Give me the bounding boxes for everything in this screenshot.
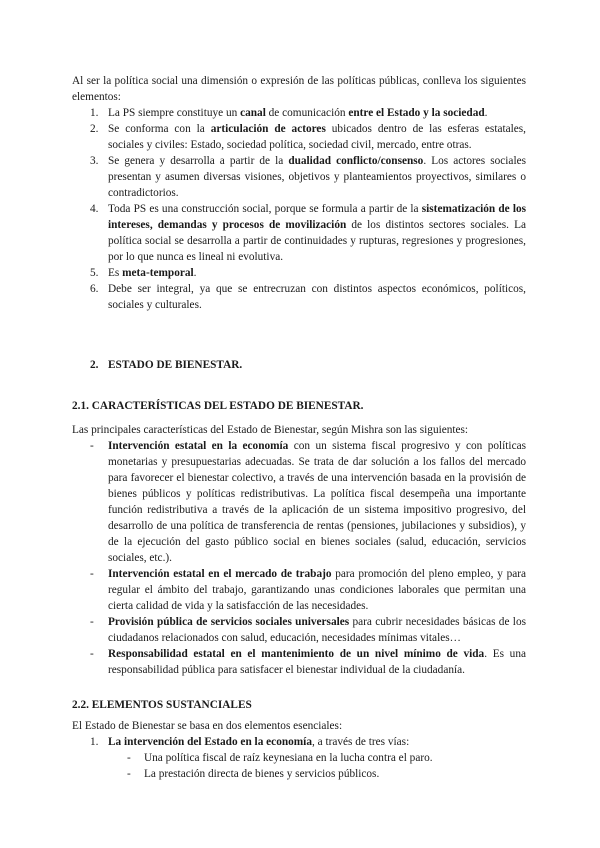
section-intro: Las principales características del Estado de Bienestar, según Mishra son las siguientes: xyxy=(72,424,469,436)
list-item: - Intervención estatal en el mercado de trabajo para promoción del pleno empleo, y para regular el ámbito del trabajo, garantizando unas condiciones laborales que permitan una cierta calidad de vida y la satisfacción de las necesidades. xyxy=(90,568,527,612)
list-item: 4. Toda PS es una construcción social, porque se formula a partir de la sistematización de los intereses, demandas y procesos de movilización de los distintos sectores sociales. La política social se desarrolla a partir de continuidades y rupturas, regresiones y progresiones, por lo que nunca es lineal ni evolutiva. xyxy=(90,203,526,263)
list-item: 1. La intervención del Estado en la economía, a través de tres vías: xyxy=(90,736,410,748)
list-item: 5. Es meta-temporal. xyxy=(90,267,197,279)
list-number: 1. xyxy=(90,736,99,748)
list-item: - Responsabilidad estatal en el mantenimiento de un nivel mínimo de vida. Es una responsabilidad pública para satisfacer el bienestar individual de la ciudadanía. xyxy=(90,648,526,676)
list-item: - Provisión pública de servicios sociales universales para cubrir necesidades básicas de los ciudadanos relacionados con salud, educación, necesidades mínimas vitales… xyxy=(90,616,526,644)
characteristics-list xyxy=(72,438,526,678)
subsection-heading: 2.1. CARACTERÍSTICAS DEL ESTADO DE BIENESTAR. xyxy=(72,400,364,412)
document-page xyxy=(72,73,526,782)
list-number: 3. xyxy=(90,155,99,167)
sub-list-item: - Una política fiscal de raíz keynesiana en la lucha contra el paro. xyxy=(127,752,433,764)
list-number: 5. xyxy=(90,267,99,279)
list-item: 6. Debe ser integral, ya que se entrecruzan con distintos aspectos económicos, políticos, sociales y culturales. xyxy=(90,283,526,311)
subsection-heading: 2.2. ELEMENTOS SUSTANCIALES xyxy=(72,699,252,711)
list-item: 3. Se genera y desarrolla a partir de la dualidad conflicto/consenso. Los actores sociales presentan y asumen diversas visiones, objetivos y planteamientos proyectivos, similares o contradictorios. xyxy=(90,155,526,199)
sub-list-item: - La prestación directa de bienes y servicios públicos. xyxy=(127,768,380,780)
list-number: 2. xyxy=(90,123,99,135)
list-item: - Intervención estatal en la economía con un sistema fiscal progresivo y con políticas monetarias y presupuestarias adecuadas. Se trata de dar solución a los fallos del mercado para favorecer el bienestar colectivo, a través de una intervención basada en la provisión de bienes públicos y políticas redistributivas. La política fiscal desempeña una importante función redistributiva a través de la aplicación de un sistema impositivo progresivo, del desarrollo de una política de transferencia de rentas (pensiones, jubilaciones y subsidios), y de la ejecución del gasto público social en bienes sociales (salud, educación, servicios sociales, etc.). xyxy=(90,440,526,564)
list-item: 2. Se conforma con la articulación de actores ubicados dentro de las esferas estatales, sociales y civiles: Estado, sociedad política, sociedad civil, mercado, entre otras. xyxy=(90,123,527,151)
elements-list xyxy=(72,105,526,313)
list-number: 1. xyxy=(90,107,99,119)
section-intro: El Estado de Bienestar se basa en dos elementos esenciales: xyxy=(72,720,343,732)
list-item: 1. La PS siempre constituye un canal de comunicación entre el Estado y la sociedad. xyxy=(90,107,488,119)
list-number: 6. xyxy=(90,283,99,295)
list-number: 4. xyxy=(90,203,99,215)
section-heading: 2. ESTADO DE BIENESTAR. xyxy=(90,359,243,371)
intro-paragraph: Al ser la política social una dimensión o expresión de las políticas públicas, conlleva los siguientes elementos: xyxy=(72,75,526,103)
